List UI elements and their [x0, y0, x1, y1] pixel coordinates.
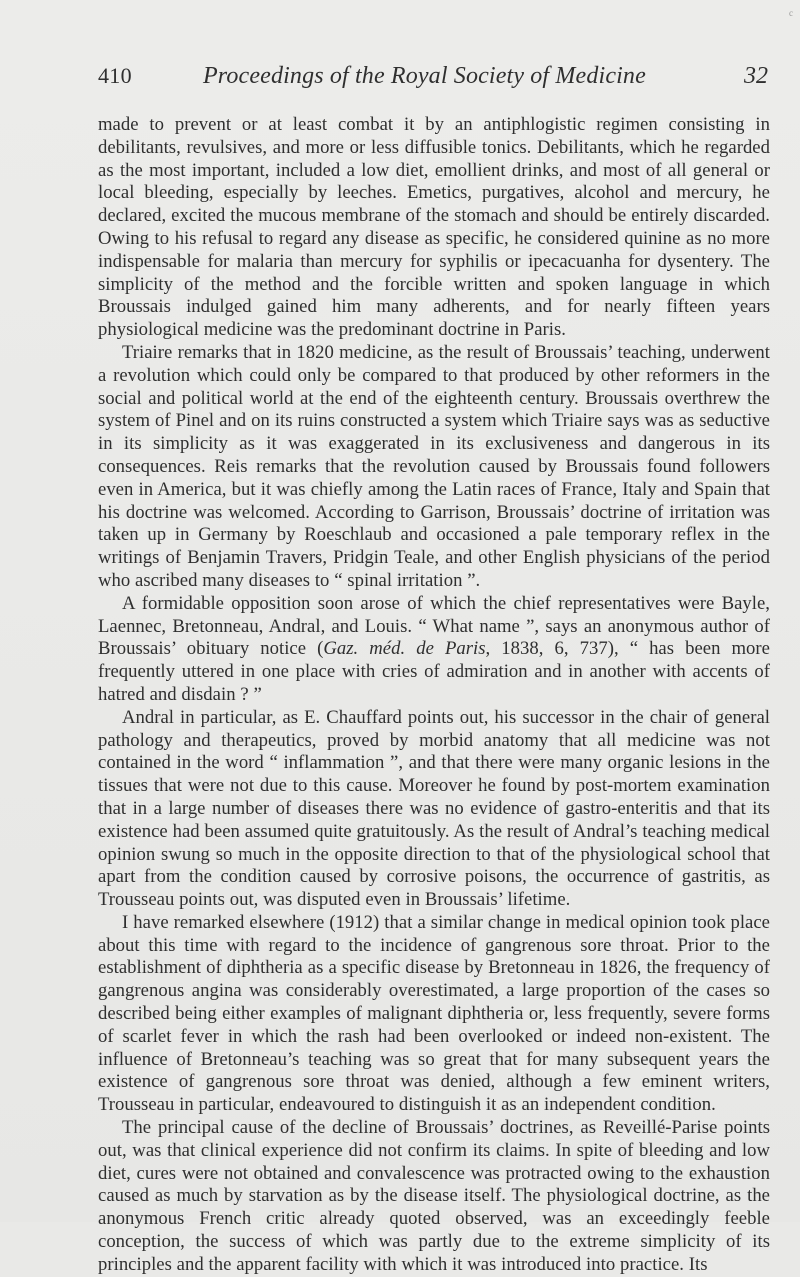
paragraph-6: [98, 1117, 770, 1277]
article-body: [98, 114, 770, 1277]
volume-number: 32: [744, 63, 768, 89]
paragraph-1: [98, 114, 770, 342]
paragraph-2: [98, 342, 770, 593]
page-number: 410: [98, 63, 132, 88]
paragraph-5: [98, 912, 770, 1117]
corner-mark: c: [789, 8, 793, 18]
page-header: [98, 62, 768, 96]
paragraph-5-text: I have remarked elsewhere (1912) that a similar change in medical opinion took place about this time with regard to the incidence of gangrenous sore throat. Prior to the establishment of diphtheria as a specific disease by Bretonneau in 1826, the frequency of gangrenous angina was considerably overestimated, a large proportion of the cases so described being either examples of malignant diphtheria or, less frequently, severe forms of scarlet fever in which the rash had been overlooked or indeed non-existent. The influence of Bretonneau’s teaching was so great that for many subsequent years the existence of gangrenous sore throat was denied, although a few eminent writers, Trousseau in particular, endeavoured to distinguish it as an independent condition.: [98, 911, 770, 1116]
paragraph-2-text: Triaire remarks that in 1820 medicine, as the result of Broussais’ teaching, underwent a revolution which could only be compared to that produced by other reformers in the social and political world at the end of the eighteenth century. Broussais overthrew the system of Pinel and on its ruins constructed a system which Triaire says was as seductive in its simplicity as it was exaggerated in its exclusiveness and dangerous in its consequences. Reis remarks that the revolution caused by Broussais found followers even in America, but it was chiefly among the Latin races of France, Italy and Spain that his doctrine was welcomed. According to Garrison, Broussais’ doctrine of irritation was taken up in Germany by Roeschlaub and occasioned a pale temporary reflex in the writings of Benjamin Travers, Pridgin Teale, and other English physicians of the period who ascribed many diseases to “ spinal irritation ”.: [98, 341, 770, 591]
paragraph-3-text-part-1: A formidable opposition soon arose of which the chief representatives were Bayle, Laennec, Bretonneau, Andral, and Louis. “ What name ”, says an anonymous author of Broussais’ obituary notice (: [98, 592, 770, 660]
paragraph-6-text: The principal cause of the decline of Broussais’ doctrines, as Reveillé-Parise points out, was that clinical experience did not confirm its claims. In spite of bleeding and low diet, cures were not obtained and convalescence was protracted owing to the exhaustion caused as much by starvation as by the disease itself. The physiological doctrine, as the anonymous French critic already quoted observed, was an exceedingly feeble conception, the success of which was partly due to the extreme simplicity of its principles and the apparent facility with which it was introduced into practice. Its: [98, 1117, 770, 1275]
paragraph-4-text: Andral in particular, as E. Chauffard points out, his successor in the chair of general pathology and therapeutics, proved by morbid anatomy that all medicine was not contained in the word “ inflammation ”, and that there were many organic lesions in the tissues that were not due to this cause. Moreover he found by post-mortem examination that in a large number of diseases there was no evidence of gastro-enteritis and that its existence had been assumed quite gratuitously. As the result of Andral’s teaching medical opinion swung so much in the opposite direction to that of the physiological school that apart from the condition caused by corrosive poisons, the occurrence of gastritis, as Trousseau points out, was disputed even in Broussais’ lifetime.: [98, 706, 770, 911]
paragraph-4: [98, 707, 770, 912]
paragraph-1-text: made to prevent or at least combat it by an antiphlogistic regimen consisting in debilitants, revulsives, and more or less diffusible tonics. Debilitants, which he regarded as the most important, included a low diet, emollient drinks, and most of all general or local bleeding, especially by leeches. Emetics, purgatives, alcohol and mercury, he declared, excited the mucous membrane of the stomach and should be entirely discarded. Owing to his refusal to regard any disease as specific, he considered quinine as no more indispensable for malaria than mercury for syphilis or ipecacuanha for dysentery. The simplicity of the method and the forcible written and spoken language in which Broussais indulged gained him many adherents, and for nearly fifteen years physiological medicine was the predominant doctrine in Paris.: [98, 114, 770, 341]
paragraph-3: [98, 593, 770, 707]
paragraph-3-text-part-2: , 1838, 6, 737), “ has been more frequently uttered in one place with cries of admiration and in another with accents of hatred and disdain ? ”: [98, 638, 770, 705]
journal-citation: Gaz. méd. de Paris: [323, 638, 486, 660]
running-title: Proceedings of the Royal Society of Medicine: [203, 63, 646, 89]
